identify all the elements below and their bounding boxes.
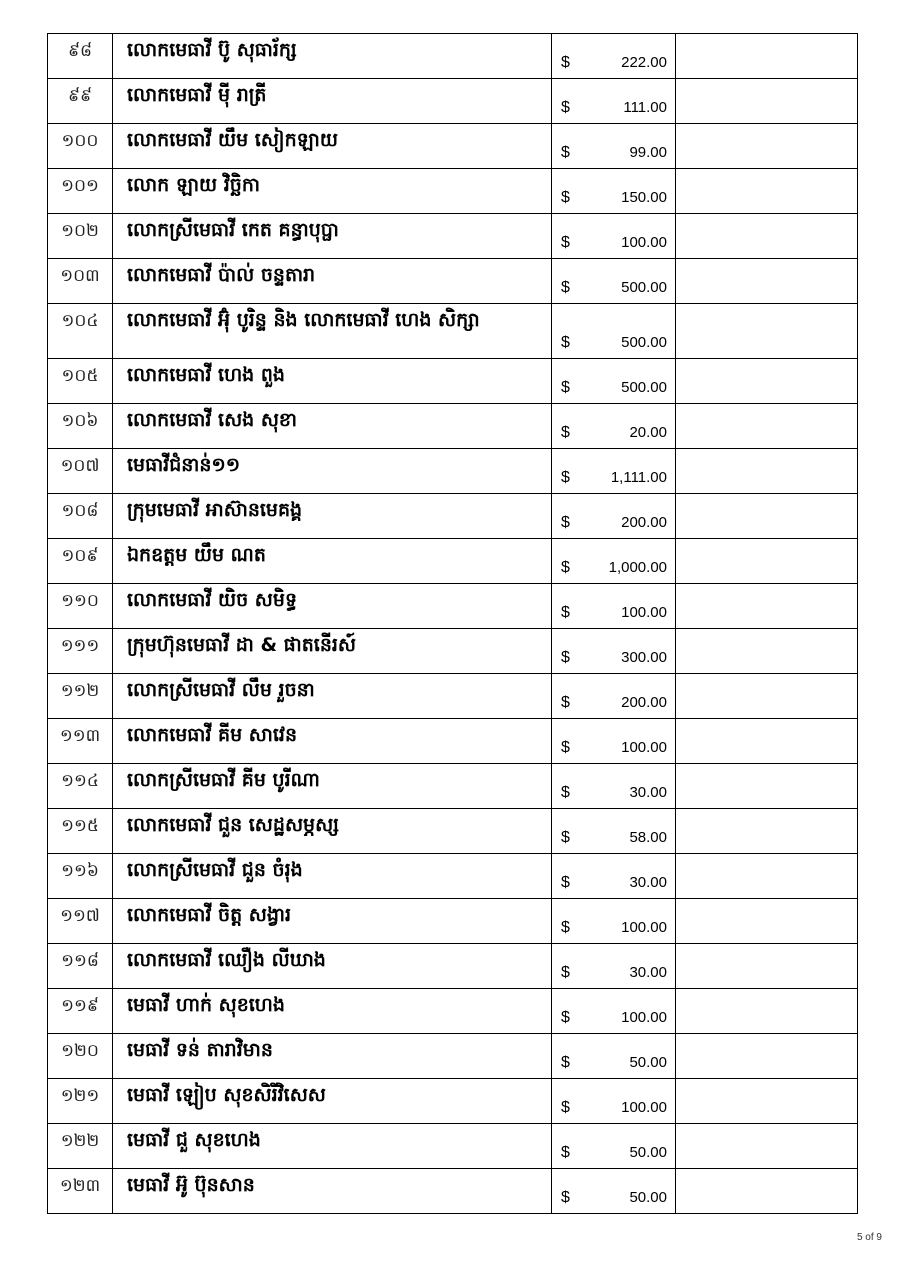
blank-cell — [676, 169, 858, 214]
table-row — [48, 404, 858, 449]
page-number: 5 of 9 — [856, 1232, 882, 1243]
donor-name: លោកមេធាវី ម៉ី រាត្រី — [113, 79, 552, 124]
blank-cell — [676, 404, 858, 449]
row-number: ១០០ — [48, 124, 113, 169]
row-number: ១១៣ — [48, 719, 113, 764]
table-row — [48, 34, 858, 79]
donor-name: លោកមេធាវី យិច សមិទ្ធ — [113, 584, 552, 629]
currency-symbol: $ — [561, 1189, 570, 1206]
donor-name: ក្រុមហ៊ុនមេធាវី ដា & ផាតនើរស៍ — [113, 629, 552, 674]
amount-cell — [552, 854, 676, 899]
amount-value: 99.00 — [629, 144, 667, 161]
blank-cell — [676, 1124, 858, 1169]
currency-symbol: $ — [561, 559, 570, 576]
currency-symbol: $ — [561, 1054, 570, 1071]
table-row — [48, 494, 858, 539]
donor-name: លោកមេធាវី ចិត្ត សង្វារ — [113, 899, 552, 944]
blank-cell — [676, 944, 858, 989]
donor-name: លោកមេធាវី ឈឿង លីឃាង — [113, 944, 552, 989]
table-row — [48, 764, 858, 809]
blank-cell — [676, 214, 858, 259]
currency-symbol: $ — [561, 1009, 570, 1026]
amount-cell — [552, 809, 676, 854]
currency-symbol: $ — [561, 189, 570, 206]
donor-name: លោកស្រីមេធាវី លឹម រួចនា — [113, 674, 552, 719]
blank-cell — [676, 584, 858, 629]
donor-name: មេធាវី ហាក់ សុខហេង — [113, 989, 552, 1034]
amount-cell — [552, 1034, 676, 1079]
table-row — [48, 1169, 858, 1214]
table-row — [48, 259, 858, 304]
blank-cell — [676, 539, 858, 584]
currency-symbol: $ — [561, 1099, 570, 1116]
currency-symbol: $ — [561, 919, 570, 936]
blank-cell — [676, 674, 858, 719]
table-row — [48, 899, 858, 944]
donor-name: ក្រុមមេធាវី អាស៊ានមេគង្គ — [113, 494, 552, 539]
amount-value: 1,111.00 — [610, 469, 667, 486]
amount-value: 500.00 — [621, 379, 667, 396]
amount-value: 1,000.00 — [608, 559, 667, 576]
blank-cell — [676, 494, 858, 539]
amount-cell — [552, 719, 676, 764]
row-number: ៩៨ — [48, 34, 113, 79]
currency-symbol: $ — [561, 1144, 570, 1161]
donor-name: លោកមេធាវី ជួន សេដ្ឋសម្ភស្ស — [113, 809, 552, 854]
row-number: ១០៣ — [48, 259, 113, 304]
table-row — [48, 359, 858, 404]
amount-cell — [552, 899, 676, 944]
row-number: ១០១ — [48, 169, 113, 214]
amount-cell — [552, 674, 676, 719]
amount-cell — [552, 124, 676, 169]
row-number: ១២១ — [48, 1079, 113, 1124]
currency-symbol: $ — [561, 514, 570, 531]
amount-value: 100.00 — [621, 739, 667, 756]
amount-value: 50.00 — [629, 1144, 667, 1161]
donor-name: លោក ឡាយ វិច្ឆិកា — [113, 169, 552, 214]
amount-cell — [552, 944, 676, 989]
currency-symbol: $ — [561, 964, 570, 981]
table-row — [48, 449, 858, 494]
row-number: ១១០ — [48, 584, 113, 629]
row-number: ១១៦ — [48, 854, 113, 899]
row-number: ១០២ — [48, 214, 113, 259]
currency-symbol: $ — [561, 784, 570, 801]
row-number: ១១៨ — [48, 944, 113, 989]
row-number: ១០៦ — [48, 404, 113, 449]
blank-cell — [676, 854, 858, 899]
donor-name: លោកមេធាវី យឹម សៀកឡាយ — [113, 124, 552, 169]
donor-name: ឯកឧត្តម យឹម ណត — [113, 539, 552, 584]
amount-value: 150.00 — [621, 189, 667, 206]
currency-symbol: $ — [561, 334, 570, 351]
amount-cell — [552, 764, 676, 809]
donor-name: មេធាវី អ៊ូ ប៊ុនសាន — [113, 1169, 552, 1214]
amount-cell — [552, 79, 676, 124]
donor-name: មេធាវី ជួ សុខហេង — [113, 1124, 552, 1169]
amount-value: 100.00 — [621, 604, 667, 621]
row-number: ១២៣ — [48, 1169, 113, 1214]
amount-value: 100.00 — [621, 234, 667, 251]
row-number: ១១៧ — [48, 899, 113, 944]
currency-symbol: $ — [561, 424, 570, 441]
currency-symbol: $ — [561, 54, 570, 71]
donor-name: លោកមេធាវី ប៊ូ សុធារ័ក្ស — [113, 34, 552, 79]
table-row — [48, 214, 858, 259]
currency-symbol: $ — [561, 739, 570, 756]
table-row — [48, 584, 858, 629]
currency-symbol: $ — [561, 694, 570, 711]
currency-symbol: $ — [561, 469, 570, 486]
donor-name: លោកមេធាវី សេង សុខា — [113, 404, 552, 449]
row-number: ១១៥ — [48, 809, 113, 854]
row-number: ១១៩ — [48, 989, 113, 1034]
blank-cell — [676, 259, 858, 304]
blank-cell — [676, 1169, 858, 1214]
amount-value: 300.00 — [621, 649, 667, 666]
table-row — [48, 674, 858, 719]
donation-table — [47, 33, 858, 1214]
table-row — [48, 169, 858, 214]
amount-value: 30.00 — [629, 964, 667, 981]
blank-cell — [676, 304, 858, 359]
currency-symbol: $ — [561, 99, 570, 116]
amount-value: 50.00 — [629, 1054, 667, 1071]
table-row — [48, 809, 858, 854]
table-row — [48, 124, 858, 169]
row-number: ១១៤ — [48, 764, 113, 809]
amount-cell — [552, 989, 676, 1034]
blank-cell — [676, 1079, 858, 1124]
table-row — [48, 79, 858, 124]
currency-symbol: $ — [561, 234, 570, 251]
amount-cell — [552, 494, 676, 539]
amount-value: 30.00 — [629, 784, 667, 801]
amount-cell — [552, 34, 676, 79]
table-row — [48, 989, 858, 1034]
amount-cell — [552, 1079, 676, 1124]
currency-symbol: $ — [561, 379, 570, 396]
donor-name: លោកមេធាវី គីម សាវេន — [113, 719, 552, 764]
blank-cell — [676, 764, 858, 809]
amount-value: 100.00 — [621, 1009, 667, 1026]
amount-cell — [552, 539, 676, 584]
amount-value: 200.00 — [621, 514, 667, 531]
table-row — [48, 944, 858, 989]
table-row — [48, 1124, 858, 1169]
row-number: ១០៤ — [48, 304, 113, 359]
amount-cell — [552, 169, 676, 214]
blank-cell — [676, 449, 858, 494]
row-number: ១២២ — [48, 1124, 113, 1169]
amount-cell — [552, 359, 676, 404]
amount-cell — [552, 404, 676, 449]
donor-name: លោកមេធាវី ហេង ពួង — [113, 359, 552, 404]
amount-value: 111.00 — [623, 99, 667, 116]
amount-cell — [552, 1169, 676, 1214]
blank-cell — [676, 899, 858, 944]
amount-cell — [552, 214, 676, 259]
blank-cell — [676, 629, 858, 674]
currency-symbol: $ — [561, 874, 570, 891]
blank-cell — [676, 809, 858, 854]
row-number: ៩៩ — [48, 79, 113, 124]
blank-cell — [676, 1034, 858, 1079]
blank-cell — [676, 79, 858, 124]
blank-cell — [676, 719, 858, 764]
blank-cell — [676, 359, 858, 404]
currency-symbol: $ — [561, 829, 570, 846]
row-number: ១០៨ — [48, 494, 113, 539]
donor-name: លោកស្រីមេធាវី កេត គន្ធាបុប្ផា — [113, 214, 552, 259]
donor-name: លោកមេធាវី ប៉ាល់ ចន្ទតារា — [113, 259, 552, 304]
donor-name: មេធាវី ទន់ តារាវិមាន — [113, 1034, 552, 1079]
amount-value: 50.00 — [629, 1189, 667, 1206]
blank-cell — [676, 989, 858, 1034]
table-row — [48, 1034, 858, 1079]
table-row — [48, 854, 858, 899]
table-row — [48, 629, 858, 674]
amount-value: 500.00 — [621, 334, 667, 351]
row-number: ១២០ — [48, 1034, 113, 1079]
table-row — [48, 539, 858, 584]
amount-cell — [552, 449, 676, 494]
donor-name: លោកស្រីមេធាវី គីម បូរីណា — [113, 764, 552, 809]
amount-value: 20.00 — [629, 424, 667, 441]
table-row — [48, 719, 858, 764]
amount-cell — [552, 584, 676, 629]
donor-name: មេធាវី ឡៀប សុខសិរីវិសេស — [113, 1079, 552, 1124]
amount-value: 222.00 — [621, 54, 667, 71]
amount-value: 100.00 — [621, 1099, 667, 1116]
row-number: ១០៧ — [48, 449, 113, 494]
row-number: ១១១ — [48, 629, 113, 674]
row-number: ១១២ — [48, 674, 113, 719]
table-row — [48, 1079, 858, 1124]
amount-cell — [552, 1124, 676, 1169]
currency-symbol: $ — [561, 649, 570, 666]
amount-value: 100.00 — [621, 919, 667, 936]
blank-cell — [676, 124, 858, 169]
donor-name: លោកស្រីមេធាវី ជួន ចំរុង — [113, 854, 552, 899]
amount-value: 30.00 — [629, 874, 667, 891]
amount-cell — [552, 629, 676, 674]
table-row — [48, 304, 858, 359]
row-number: ១០៩ — [48, 539, 113, 584]
donor-name: លោកមេធាវី អ៊ុំ បូរិន្ទ និង លោកមេធាវី ហេង សិក្សា — [113, 304, 552, 359]
donor-name: មេធាវីជំនាន់១១ — [113, 449, 552, 494]
amount-value: 200.00 — [621, 694, 667, 711]
currency-symbol: $ — [561, 604, 570, 621]
blank-cell — [676, 34, 858, 79]
currency-symbol: $ — [561, 144, 570, 161]
amount-value: 500.00 — [621, 279, 667, 296]
row-number: ១០៥ — [48, 359, 113, 404]
amount-cell — [552, 259, 676, 304]
amount-cell — [552, 304, 676, 359]
currency-symbol: $ — [561, 279, 570, 296]
amount-value: 58.00 — [629, 829, 667, 846]
